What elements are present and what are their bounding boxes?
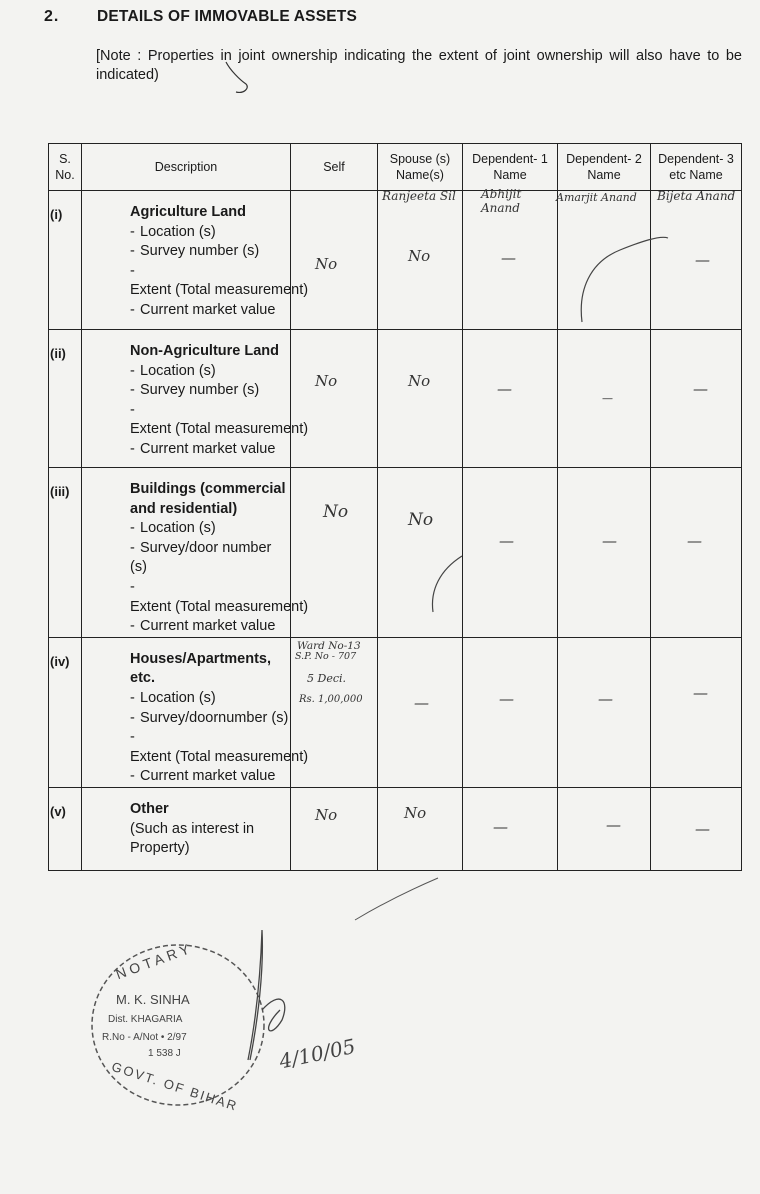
cell-dependent-2 <box>558 637 651 787</box>
header-dependent-1: Dependent- 1 Name <box>463 144 558 191</box>
cell-dependent-2 <box>558 330 651 468</box>
desc-item: Current market value <box>140 440 276 457</box>
cell-dependent-1 <box>463 787 558 870</box>
row-description: Agriculture Land - Location (s) - Survey number (s) -Extent (Total measurement) - Current market value <box>82 191 291 330</box>
cell-self <box>291 637 378 787</box>
signature-date: 4/10/05 <box>277 1033 358 1074</box>
handwritten-entry: — <box>606 815 621 834</box>
stamp-name: M. K. SINHA <box>116 992 190 1007</box>
cell-dependent-3 <box>651 637 742 787</box>
handwritten-entry: No <box>404 803 427 822</box>
handwritten-entry: No <box>408 247 431 265</box>
handwritten-entry: — <box>499 689 514 708</box>
desc-item: Current market value <box>140 618 276 635</box>
handwritten-entry: — <box>501 249 516 267</box>
desc-item: Location (s) <box>140 362 216 379</box>
desc-item: Location (s) <box>140 689 216 706</box>
row-category: Non-Agriculture Land <box>130 343 280 359</box>
desc-item: Survey number (s) <box>140 243 260 260</box>
cell-dependent-1 <box>463 330 558 468</box>
row-sno: (iv) <box>49 637 82 787</box>
stamp-top-text: NOTARY <box>113 939 196 983</box>
cell-dependent-3 <box>651 468 742 638</box>
row-category: Other <box>130 800 169 817</box>
handwritten-entry: No <box>315 805 338 824</box>
handwritten-entry: — <box>414 693 429 712</box>
desc-item: Current market value <box>140 768 276 785</box>
cell-dependent-3 <box>651 191 742 330</box>
header-description: Description <box>82 144 291 191</box>
stamp-district: Dist. KHAGARIA <box>108 1014 183 1025</box>
cell-dependent-1 <box>463 187 558 330</box>
desc-item: Survey number (s) <box>140 382 260 399</box>
header-dependent-2: Dependent- 2 Name <box>558 144 651 191</box>
desc-item: Survey/door number (s) <box>130 539 272 576</box>
handwritten-entry: No <box>408 372 431 390</box>
cell-dependent-1 <box>463 468 558 638</box>
cell-spouse <box>378 191 463 330</box>
row-description: Non-Agriculture Land - Location (s) - Survey number (s) -Extent (Total measurement) - Current market value <box>82 330 291 468</box>
header-spouse: Spouse (s) Name(s) <box>378 144 463 191</box>
cell-dependent-2 <box>558 191 651 330</box>
handwritten-entry: — <box>602 532 617 550</box>
handwritten-entry: Ward No-13 <box>297 639 361 652</box>
handwritten-entry: Rs. 1,00,000 <box>299 693 363 705</box>
row-description: Buildings (commercial and residential) - Location (s) - Survey/door number (s) -Extent (Total measurement) - Current market value <box>82 468 291 638</box>
table-row <box>49 787 742 870</box>
handwritten-entry: No <box>315 255 338 273</box>
cell-dependent-2 <box>558 787 651 870</box>
handwritten-entry: — <box>693 380 708 398</box>
row-sno: (ii) <box>49 330 82 468</box>
cell-spouse <box>378 468 463 638</box>
desc-item: Extent (Total measurement) <box>130 598 309 615</box>
handwritten-entry: — <box>497 380 512 398</box>
handwritten-entry: — <box>602 392 613 405</box>
desc-item: Extent (Total measurement) <box>130 282 309 299</box>
cell-spouse <box>378 787 463 870</box>
note-text: [Note : Properties in joint ownership indicating the extent of joint ownership will also have to be indicated) <box>96 48 742 83</box>
handwritten-spouse-name: Ranjeeta Sil <box>382 189 456 203</box>
stamp-registration-2: 1 538 J <box>148 1048 181 1059</box>
stamp-bottom-text: GOVT. OF BIHAR <box>109 1058 241 1114</box>
handwritten-entry: — <box>598 689 613 708</box>
cell-self <box>291 787 378 870</box>
handwritten-entry: No <box>408 510 434 530</box>
desc-item: Location (s) <box>140 223 216 240</box>
row-category: Agriculture Land <box>130 204 247 220</box>
header-dependent-3: Dependent- 3 etc Name <box>651 144 742 191</box>
handwritten-dependent-1-name: Abhijit Anand <box>481 187 522 215</box>
stamp-registration: R.No - A/Not • 2/97 <box>102 1032 187 1043</box>
row-sno: (v) <box>49 787 82 870</box>
cell-self <box>291 191 378 330</box>
handwritten-entry: — <box>693 683 708 702</box>
table-row <box>49 191 742 330</box>
header-self: Self <box>291 144 378 191</box>
cell-dependent-2 <box>558 468 651 638</box>
row-description <box>82 787 291 870</box>
handwritten-entry: — <box>695 819 710 838</box>
handwritten-entry: — <box>687 532 702 550</box>
row-category: Houses/Apartments, etc. <box>130 650 272 687</box>
handwritten-entry: — <box>695 251 710 269</box>
row-sno: (i) <box>49 191 82 330</box>
row-category: Buildings (commercial and residential) <box>130 481 286 517</box>
desc-item: Survey/doornumber (s) <box>140 709 289 726</box>
cell-self <box>291 468 378 638</box>
cell-dependent-3 <box>651 330 742 468</box>
header-sno: S. No. <box>49 144 82 191</box>
row-sno: (iii) <box>49 468 82 638</box>
handwritten-dependent-3-name: Bijeta Anand <box>657 189 736 203</box>
desc-item: Extent (Total measurement) <box>130 421 309 438</box>
table-header-row <box>49 144 742 191</box>
handwritten-entry: No <box>315 372 338 390</box>
desc-item: Extent (Total measurement) <box>130 748 309 765</box>
cell-dependent-3 <box>651 787 742 870</box>
cell-spouse <box>378 330 463 468</box>
row-subtext: (Such as interest in Property) <box>130 820 255 857</box>
handwritten-dependent-2-name: Amarjit Anand <box>556 191 637 204</box>
cell-spouse <box>378 637 463 787</box>
row-description: Houses/Apartments, etc. - Location (s) - Survey/doornumber (s) -Extent (Total measurement) - Current market value <box>82 637 291 787</box>
desc-item: Location (s) <box>140 520 216 537</box>
immovable-assets-table <box>48 143 742 871</box>
table-row <box>49 330 742 468</box>
table-row <box>49 468 742 638</box>
handwritten-entry: — <box>499 532 514 550</box>
cell-self <box>291 330 378 468</box>
section-title: DETAILS OF IMMOVABLE ASSETS <box>97 8 358 25</box>
section-number: 2. <box>44 8 60 25</box>
handwritten-entry: 5 Deci. <box>307 671 346 685</box>
handwritten-entry: — <box>493 817 508 836</box>
handwritten-entry: No <box>323 502 349 522</box>
cell-dependent-1 <box>463 637 558 787</box>
table-row <box>49 637 742 787</box>
desc-item: Current market value <box>140 301 276 318</box>
notary-stamp <box>78 930 278 1120</box>
handwritten-entry: S.P. No - 707 <box>295 650 357 662</box>
